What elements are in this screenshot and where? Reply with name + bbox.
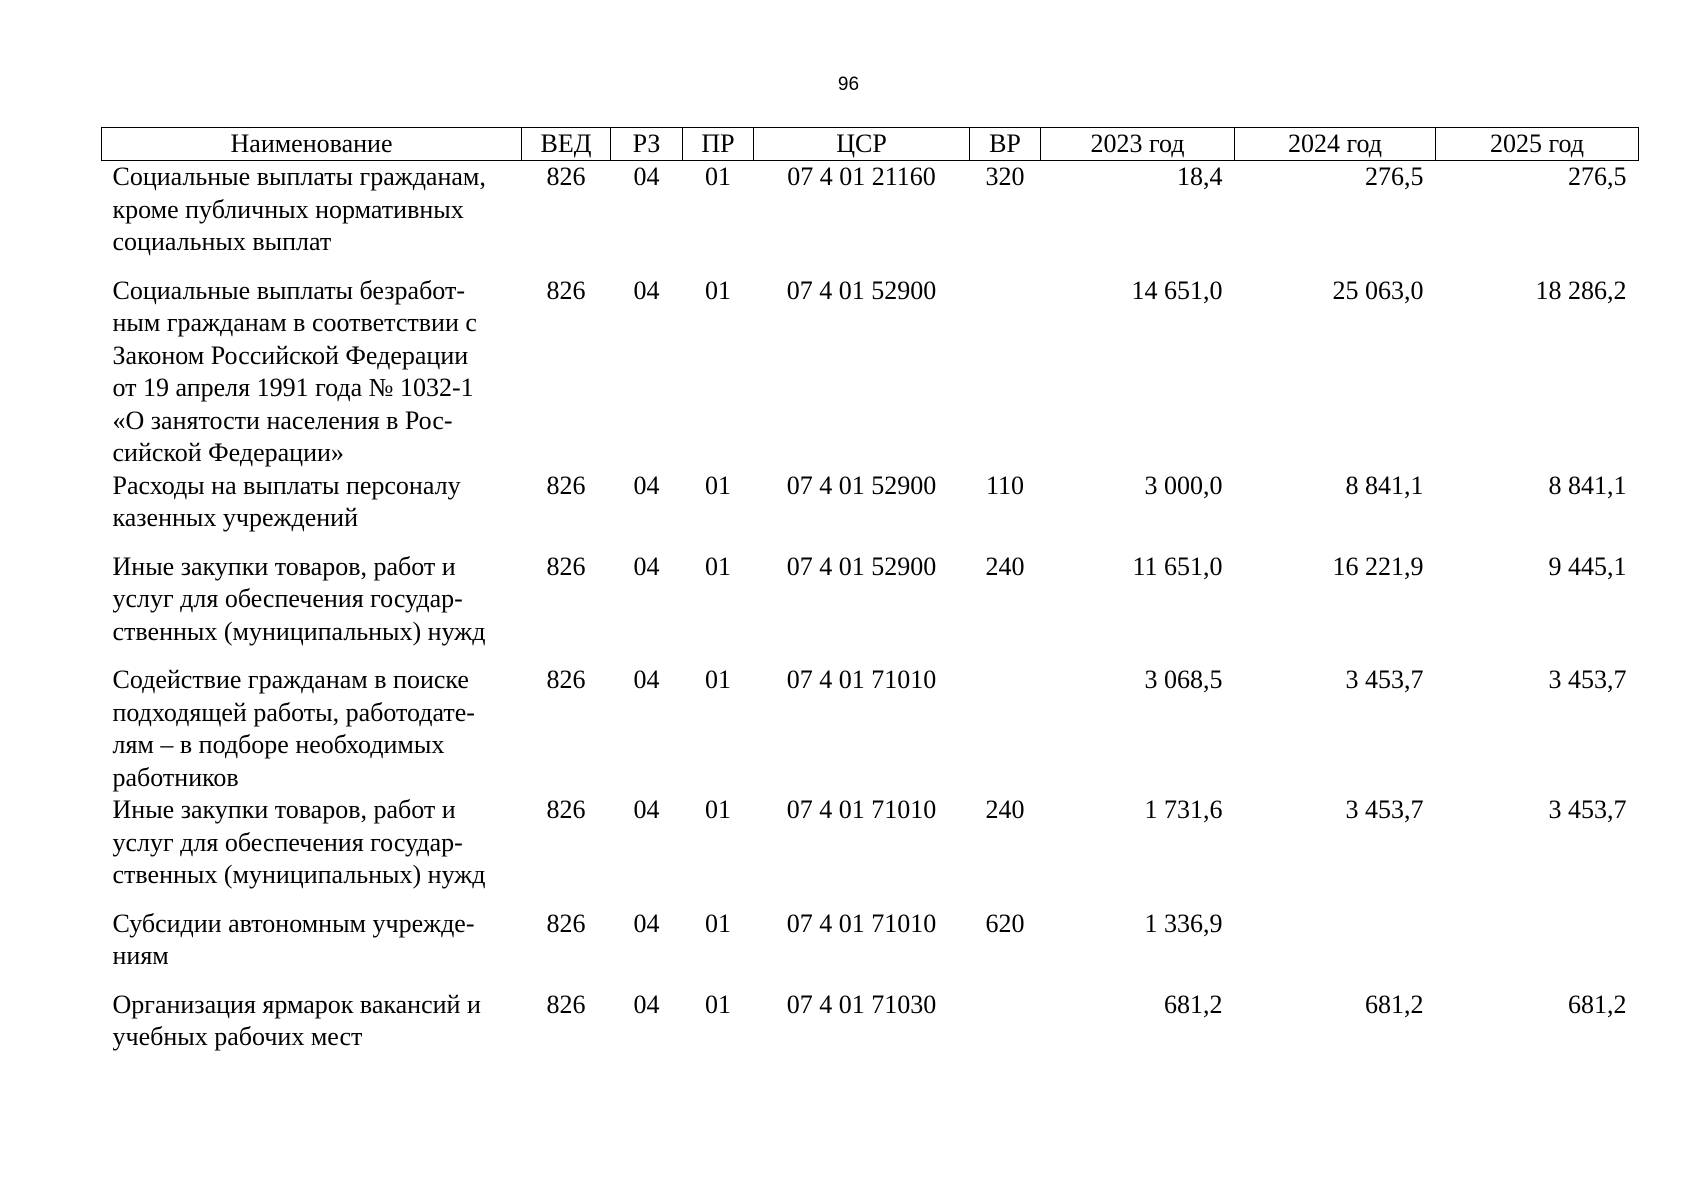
row-ved: 826	[546, 162, 586, 191]
row-name-cell	[102, 794, 522, 908]
row-name-line: ным гражданам в соответствии с	[112, 308, 477, 337]
row-value-2024: 25 063,0	[1332, 275, 1424, 305]
row-value-2023: 1 731,6	[1144, 795, 1223, 824]
row-vr	[970, 275, 1041, 470]
row-vr: 620	[985, 908, 1025, 938]
table-row	[102, 908, 1639, 989]
header-2024: 2024 год	[1235, 128, 1436, 161]
row-csr: 07 4 01 71010	[786, 795, 937, 824]
header-2023: 2023 год	[1041, 128, 1235, 161]
row-value-2024: 3 453,7	[1345, 795, 1424, 824]
row-pr: 01	[705, 908, 731, 938]
row-name-line: Организация ярмарок вакансий и	[112, 989, 481, 1019]
row-rz: 04	[633, 275, 660, 305]
row-name-cell	[102, 470, 522, 551]
row-name-line: Расходы на выплаты персоналу	[112, 470, 461, 500]
row-name-line: учебных рабочих мест	[112, 1022, 363, 1051]
row-name-line: Иные закупки товаров, работ и	[112, 795, 456, 824]
row-name-line: работников	[112, 762, 239, 792]
row-value-2025: 276,5	[1568, 162, 1627, 191]
row-rz: 04	[633, 795, 660, 824]
row-value-2023: 3 068,5	[1144, 665, 1223, 694]
row-vr: 240	[985, 795, 1025, 824]
header-pr: ПР	[683, 128, 754, 161]
row-name-cell	[102, 551, 522, 665]
row-name-line: Социальные выплаты безработ-	[112, 275, 465, 305]
row-value-2024	[1235, 908, 1436, 989]
table-body	[102, 161, 1639, 1054]
row-vr	[970, 664, 1041, 794]
row-rz: 04	[633, 908, 660, 938]
row-pr: 01	[705, 989, 731, 1019]
table-row	[102, 470, 1639, 551]
row-value-2023: 18,4	[1177, 162, 1223, 191]
row-value-2023: 11 651,0	[1132, 551, 1223, 581]
row-name-cell	[102, 989, 522, 1054]
table-row	[102, 794, 1639, 908]
page-number: 96	[837, 74, 860, 95]
row-pr: 01	[705, 275, 731, 305]
row-value-2024: 16 221,9	[1332, 551, 1424, 581]
row-csr: 07 4 01 21160	[787, 162, 936, 191]
row-name-line: услуг для обеспечения государ-	[112, 827, 463, 857]
row-name-line: ственных (муниципальных) нужд	[112, 860, 486, 889]
row-pr: 01	[705, 162, 731, 191]
row-value-2025: 9 445,1	[1548, 551, 1627, 581]
row-name-line: Содействие гражданам в поиске	[112, 665, 469, 694]
row-csr: 07 4 01 71010	[786, 908, 937, 938]
row-ved: 826	[546, 470, 586, 500]
header-ved: ВЕД	[522, 128, 611, 161]
row-pr: 01	[705, 795, 731, 824]
row-name-cell	[102, 275, 522, 470]
row-name-line: казенных учреждений	[112, 503, 358, 532]
row-rz: 04	[633, 470, 660, 500]
row-pr: 01	[705, 551, 731, 581]
header-rz: РЗ	[611, 128, 683, 161]
row-ved: 826	[546, 989, 586, 1019]
row-name-cell	[102, 664, 522, 794]
row-csr: 07 4 01 71010	[786, 665, 937, 694]
row-vr	[970, 989, 1041, 1054]
row-name-line: Социальные выплаты гражданам,	[112, 162, 486, 191]
row-value-2024: 681,2	[1365, 989, 1424, 1019]
row-value-2025: 8 841,1	[1548, 470, 1627, 500]
row-name-line: ственных (муниципальных) нужд	[112, 616, 486, 646]
row-rz: 04	[633, 551, 660, 581]
row-vr: 110	[985, 470, 1025, 500]
row-value-2025: 3 453,7	[1548, 665, 1627, 694]
row-rz: 04	[633, 665, 660, 694]
row-pr: 01	[705, 470, 731, 500]
table-row	[102, 551, 1639, 665]
row-value-2024: 3 453,7	[1345, 665, 1424, 694]
row-value-2024: 276,5	[1365, 162, 1424, 191]
row-rz: 04	[633, 989, 660, 1019]
table-header-row	[102, 128, 1639, 161]
row-csr: 07 4 01 52900	[786, 275, 937, 305]
table-row	[102, 664, 1639, 794]
row-name-line: подходящей работы, работодате-	[112, 697, 475, 727]
row-name-line: Субсидии автономным учрежде-	[112, 908, 475, 938]
row-name-line: социальных выплат	[112, 227, 332, 256]
row-value-2023: 1 336,9	[1144, 908, 1223, 938]
row-vr: 320	[985, 162, 1025, 191]
header-name: Наименование	[102, 128, 522, 161]
header-csr: ЦСР	[754, 128, 970, 161]
row-csr: 07 4 01 52900	[786, 470, 937, 500]
row-name-line: кроме публичных нормативных	[112, 194, 464, 224]
row-csr: 07 4 01 71030	[786, 989, 937, 1019]
header-2025: 2025 год	[1436, 128, 1639, 161]
budget-table	[101, 127, 1639, 1054]
row-vr: 240	[985, 551, 1025, 581]
row-name-line: ниям	[112, 941, 169, 970]
row-name-line: «О занятости населения в Рос-	[112, 405, 453, 435]
row-name-line: от 19 апреля 1991 года № 1032-1	[112, 373, 474, 402]
row-name-line: Законом Российской Федерации	[112, 340, 469, 370]
table-row	[102, 275, 1639, 470]
row-value-2025: 681,2	[1568, 989, 1627, 1019]
row-value-2025: 3 453,7	[1548, 795, 1627, 824]
row-ved: 826	[546, 908, 586, 938]
row-csr: 07 4 01 52900	[786, 551, 937, 581]
row-value-2024: 8 841,1	[1345, 470, 1424, 500]
row-name-cell	[102, 161, 522, 275]
header-vr: ВР	[970, 128, 1041, 161]
table-row	[102, 989, 1639, 1054]
row-name-cell	[102, 908, 522, 989]
row-pr: 01	[705, 665, 731, 694]
row-rz: 04	[633, 162, 660, 191]
row-value-2025	[1436, 908, 1639, 989]
row-name-line: Иные закупки товаров, работ и	[112, 551, 456, 581]
row-value-2025: 18 286,2	[1535, 275, 1627, 305]
row-ved: 826	[546, 551, 586, 581]
row-value-2023: 14 651,0	[1131, 275, 1223, 305]
row-value-2023: 681,2	[1164, 989, 1223, 1019]
row-ved: 826	[546, 665, 586, 694]
row-name-line: услуг для обеспечения государ-	[112, 584, 463, 613]
row-name-line: сийской Федерации»	[112, 438, 344, 467]
row-name-line: лям – в подборе необходимых	[112, 730, 445, 759]
row-value-2023: 3 000,0	[1144, 470, 1223, 500]
table-row	[102, 161, 1639, 275]
row-ved: 826	[546, 275, 586, 305]
row-ved: 826	[546, 795, 586, 824]
